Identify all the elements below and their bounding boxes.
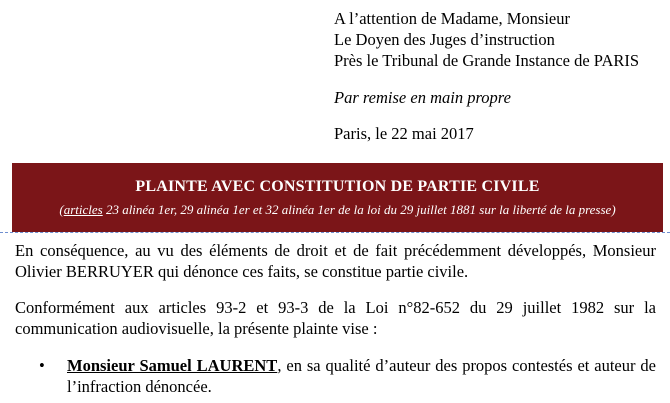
accused-name: Monsieur Samuel LAURENT [67,356,278,375]
delivery-mode: Par remise en main propre [334,88,511,107]
body-paragraph-2: Conformément aux articles 93-2 et 93-3 de la Loi n°82-652 du 29 juillet 1982 sur la communication audiovisuelle, la présente plainte vise : [15,298,656,338]
bullet-description: , en sa qualité d’auteur des propos contestés et auteur de l’infraction dénoncée. [67,356,656,396]
banner-title: PLAINTE AVEC CONSTITUTION DE PARTIE CIVILE [135,178,540,195]
bullet-item [15,355,656,399]
recipient-line-3: Près le Tribunal de Grande Instance de PARIS [334,51,640,70]
section-guide-line [0,232,670,233]
banner-subtitle-articles: articles [63,202,103,217]
banner-subtitle-rest: 23 alinéa 1er, 29 alinéa 1er et 32 alinéa 1er de la loi du 29 juillet 1881 sur la liberté de la presse) [102,202,616,217]
banner-subtitle-open: ( [59,202,64,217]
banner-subtitle [12,202,663,218]
bullet-marker: • [39,356,45,375]
body-paragraph-1: En conséquence, au vu des éléments de droit et de fait précédemment développés, Monsieur Olivier BERRUYER qui dénonce ces faits, se constitue partie civile. [15,241,656,281]
place-date: Paris, le 22 mai 2017 [334,124,474,143]
bullet-text [67,355,656,397]
recipient-line-2: Le Doyen des Juges d’instruction [334,30,555,49]
recipient-line-1: A l’attention de Madame, Monsieur [334,9,570,28]
title-banner [12,163,663,232]
